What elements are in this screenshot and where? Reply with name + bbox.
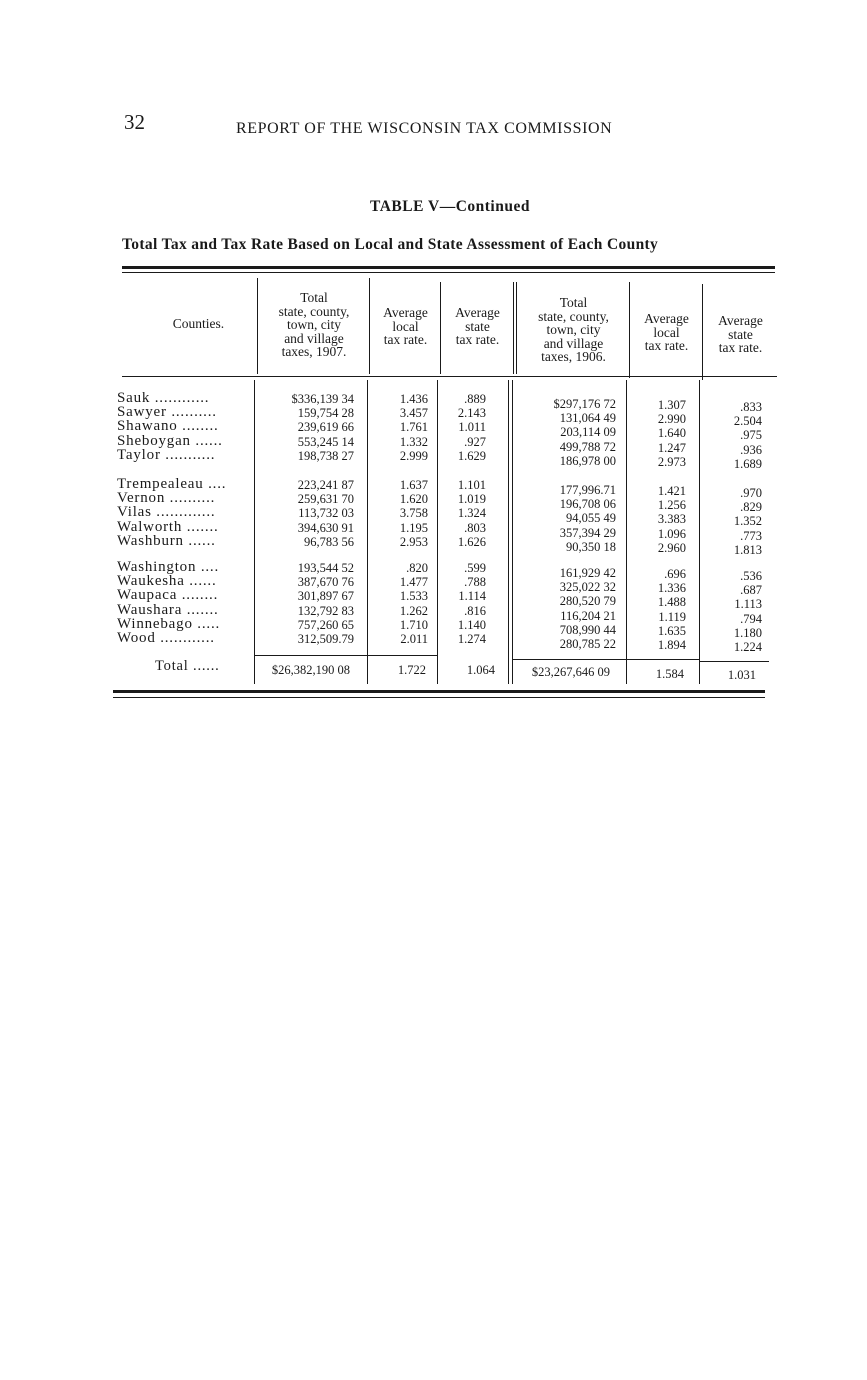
- county-name: Wood ............: [117, 630, 215, 646]
- cell-local-1906: 1.247: [657, 440, 686, 455]
- cell-state-1906: .829: [740, 500, 762, 515]
- cell-local-1906: 1.421: [657, 484, 686, 498]
- cell-state-1906: .936: [740, 442, 762, 457]
- cell-total-1906: 90,350 18: [566, 539, 616, 554]
- cell-local-1906: 2.960: [657, 540, 686, 555]
- cell-state-1907: .889: [464, 392, 486, 406]
- cell-total-1907: 312,509.79: [297, 632, 354, 646]
- cell-state-1907: 1.626: [457, 534, 486, 549]
- cell-state-1907: .788: [464, 575, 486, 590]
- county-name: Washburn ......: [117, 532, 216, 549]
- county-name: Vernon ..........: [117, 490, 216, 507]
- cell-total-1907: 301,897 67: [297, 589, 354, 604]
- cell-total-1906: 177,996.71: [559, 483, 616, 497]
- cell-local-1906: 1.256: [657, 498, 686, 513]
- cell-total-1906: 186,978 00: [559, 453, 616, 468]
- county-name: Waukesha ......: [117, 573, 217, 590]
- cell-total-1907: 113,732 03: [298, 506, 354, 521]
- county-name: Trempealeau ....: [117, 476, 227, 492]
- cell-local-1907: 1.262: [399, 603, 428, 618]
- header-total-1906: Total state, county, town, city and village taxes, 1906.: [538, 295, 609, 364]
- cell-state-1907: .816: [464, 603, 486, 618]
- cell-local-1907: .820: [406, 561, 428, 575]
- cell-state-1906: 1.180: [733, 625, 762, 640]
- cell-state-1906: 1.813: [733, 542, 762, 557]
- cell-state-1907: 1.101: [457, 478, 486, 492]
- cell-state-1907: 1.114: [458, 589, 486, 604]
- header-counties: Counties.: [172, 316, 225, 331]
- county-name: Vilas .............: [117, 504, 216, 521]
- cell-local-1906: 2.990: [657, 412, 686, 427]
- cell-local-1907: 1.637: [399, 478, 428, 492]
- county-name: Taylor ...........: [117, 446, 216, 463]
- cell-total-1906: 357,394 29: [559, 525, 616, 540]
- cell-local-1906: 1.336: [657, 581, 686, 596]
- page-number: 32: [124, 110, 145, 134]
- table-top-rule-thin: [122, 272, 775, 273]
- cell-state-1907: 1.274: [457, 632, 486, 646]
- total-label: Total ......: [155, 658, 220, 674]
- county-name: Walworth .......: [117, 518, 219, 535]
- total-rule: [367, 655, 437, 656]
- cell-total-1907: 553,245 14: [297, 434, 354, 449]
- cell-local-1906: .696: [664, 567, 686, 581]
- cell-state-1906: .833: [740, 400, 762, 414]
- cell-total-1906: 280,520 79: [559, 594, 616, 609]
- cell-local-1906: 2.973: [657, 454, 686, 469]
- cell-total-1907: 223,241 87: [297, 478, 354, 492]
- header-state-1906: Average state tax rate.: [718, 313, 763, 355]
- cell-total-1906: 161,929 42: [559, 566, 616, 580]
- cell-state-1906: .773: [740, 528, 762, 543]
- total-1906: $23,267,646 09: [531, 665, 610, 679]
- cell-local-1907: 3.457: [399, 406, 428, 421]
- cell-local-1907: 1.710: [399, 617, 428, 632]
- county-name: Shawano ........: [117, 418, 219, 435]
- cell-total-1907: 394,630 91: [297, 520, 354, 535]
- total-rule: [626, 659, 699, 660]
- cell-total-1906: 280,785 22: [559, 637, 616, 651]
- cell-local-1906: 1.894: [657, 638, 686, 652]
- county-name: Sheboygan ......: [117, 432, 223, 449]
- cell-local-1907: 2.953: [399, 534, 428, 549]
- header-bottom-rule: [122, 376, 777, 377]
- cell-total-1906: 116,204 21: [560, 608, 616, 623]
- cell-state-1906: .687: [740, 583, 762, 598]
- total-rule: [512, 659, 626, 660]
- cell-total-1907: 132,792 83: [297, 603, 354, 618]
- county-name: Washington ....: [117, 559, 220, 575]
- cell-local-1907: 1.332: [399, 434, 428, 449]
- cell-state-1907: 1.629: [457, 448, 486, 463]
- cell-local-1907: 2.999: [399, 448, 428, 463]
- cell-local-1907: 1.620: [399, 492, 428, 507]
- cell-state-1906: .970: [740, 486, 762, 500]
- header-total-1907: Total state, county, town, city and village taxes, 1907.: [278, 290, 350, 359]
- cell-state-1907: 1.324: [457, 506, 486, 521]
- total-local-1907: 1.722: [397, 663, 426, 677]
- cell-local-1907: 1.436: [399, 392, 428, 406]
- cell-total-1907: 387,670 76: [297, 575, 354, 590]
- cell-total-1907: 96,783 56: [304, 534, 354, 549]
- county-name: Waushara .......: [117, 601, 219, 618]
- cell-total-1906: 94,055 49: [566, 511, 616, 526]
- cell-total-1907: $336,139 34: [291, 392, 354, 406]
- cell-local-1906: 1.307: [657, 398, 686, 412]
- total-rule: [699, 661, 769, 662]
- total-local-1906: 1.584: [655, 667, 684, 681]
- table-title: TABLE V—Continued: [370, 198, 530, 215]
- cell-total-1907: 193,544 52: [297, 561, 354, 575]
- cell-local-1906: 1.096: [657, 526, 686, 541]
- cell-state-1906: 1.352: [733, 514, 762, 529]
- total-rule: [255, 655, 367, 656]
- cell-local-1907: 2.011: [400, 632, 428, 646]
- cell-state-1906: 2.504: [733, 414, 762, 429]
- cell-local-1906: 1.640: [657, 426, 686, 441]
- county-name: Sauk ............: [117, 390, 210, 406]
- cell-state-1907: 1.140: [457, 617, 486, 632]
- cell-total-1906: 131,064 49: [559, 411, 616, 426]
- cell-state-1907: .927: [464, 434, 486, 449]
- cell-state-1906: 1.224: [733, 640, 762, 654]
- cell-total-1907: 198,738 27: [297, 448, 354, 463]
- cell-total-1906: 196,708 06: [559, 497, 616, 512]
- header-local-1907: Average local tax rate.: [383, 305, 428, 347]
- cell-local-1907: 1.477: [399, 575, 428, 590]
- cell-local-1907: 1.533: [399, 589, 428, 604]
- header-local-1906: Average local tax rate.: [644, 311, 689, 353]
- county-name: Waupaca ........: [117, 587, 219, 604]
- table-bottom-rule: [113, 690, 765, 693]
- column-divider: [508, 380, 509, 684]
- cell-local-1906: 3.383: [657, 512, 686, 527]
- cell-total-1906: 203,114 09: [560, 425, 616, 440]
- cell-total-1907: 259,631 70: [297, 492, 354, 507]
- cell-state-1907: 1.019: [457, 492, 486, 507]
- cell-local-1906: 1.119: [658, 609, 686, 624]
- header-state-1907: Average state tax rate.: [455, 305, 500, 347]
- table-top-rule: [122, 266, 775, 269]
- cell-local-1906: 1.635: [657, 623, 686, 638]
- cell-total-1906: 499,788 72: [559, 439, 616, 454]
- cell-state-1907: 2.143: [457, 406, 486, 421]
- county-name: Sawyer ..........: [117, 404, 217, 421]
- cell-state-1907: 1.011: [458, 420, 486, 435]
- total-1907: $26,382,190 08: [271, 663, 350, 677]
- table-bottom-rule-thin: [113, 697, 765, 698]
- cell-total-1907: 239,619 66: [297, 420, 354, 435]
- cell-state-1906: .536: [740, 569, 762, 583]
- cell-state-1906: .794: [740, 611, 762, 626]
- total-state-1906: 1.031: [727, 668, 756, 682]
- cell-state-1906: 1.113: [734, 597, 762, 612]
- cell-total-1906: 708,990 44: [559, 622, 616, 637]
- cell-local-1907: 1.195: [399, 520, 428, 535]
- cell-local-1907: 1.761: [399, 420, 428, 435]
- cell-state-1906: 1.689: [733, 456, 762, 471]
- cell-total-1906: 325,022 32: [559, 580, 616, 595]
- cell-local-1907: 3.758: [399, 506, 428, 521]
- county-name: Winnebago .....: [117, 615, 221, 632]
- total-state-1907: 1.064: [466, 663, 495, 677]
- cell-state-1907: .599: [464, 561, 486, 575]
- cell-total-1907: 159,754 28: [297, 406, 354, 421]
- cell-total-1906: $297,176 72: [553, 397, 616, 411]
- cell-total-1907: 757,260 65: [297, 617, 354, 632]
- cell-state-1906: .975: [740, 428, 762, 443]
- cell-state-1907: .803: [464, 520, 486, 535]
- running-head: REPORT OF THE WISCONSIN TAX COMMISSION: [236, 120, 613, 137]
- table-caption: Total Tax and Tax Rate Based on Local and State Assessment of Each County: [122, 236, 659, 253]
- cell-local-1906: 1.488: [657, 595, 686, 610]
